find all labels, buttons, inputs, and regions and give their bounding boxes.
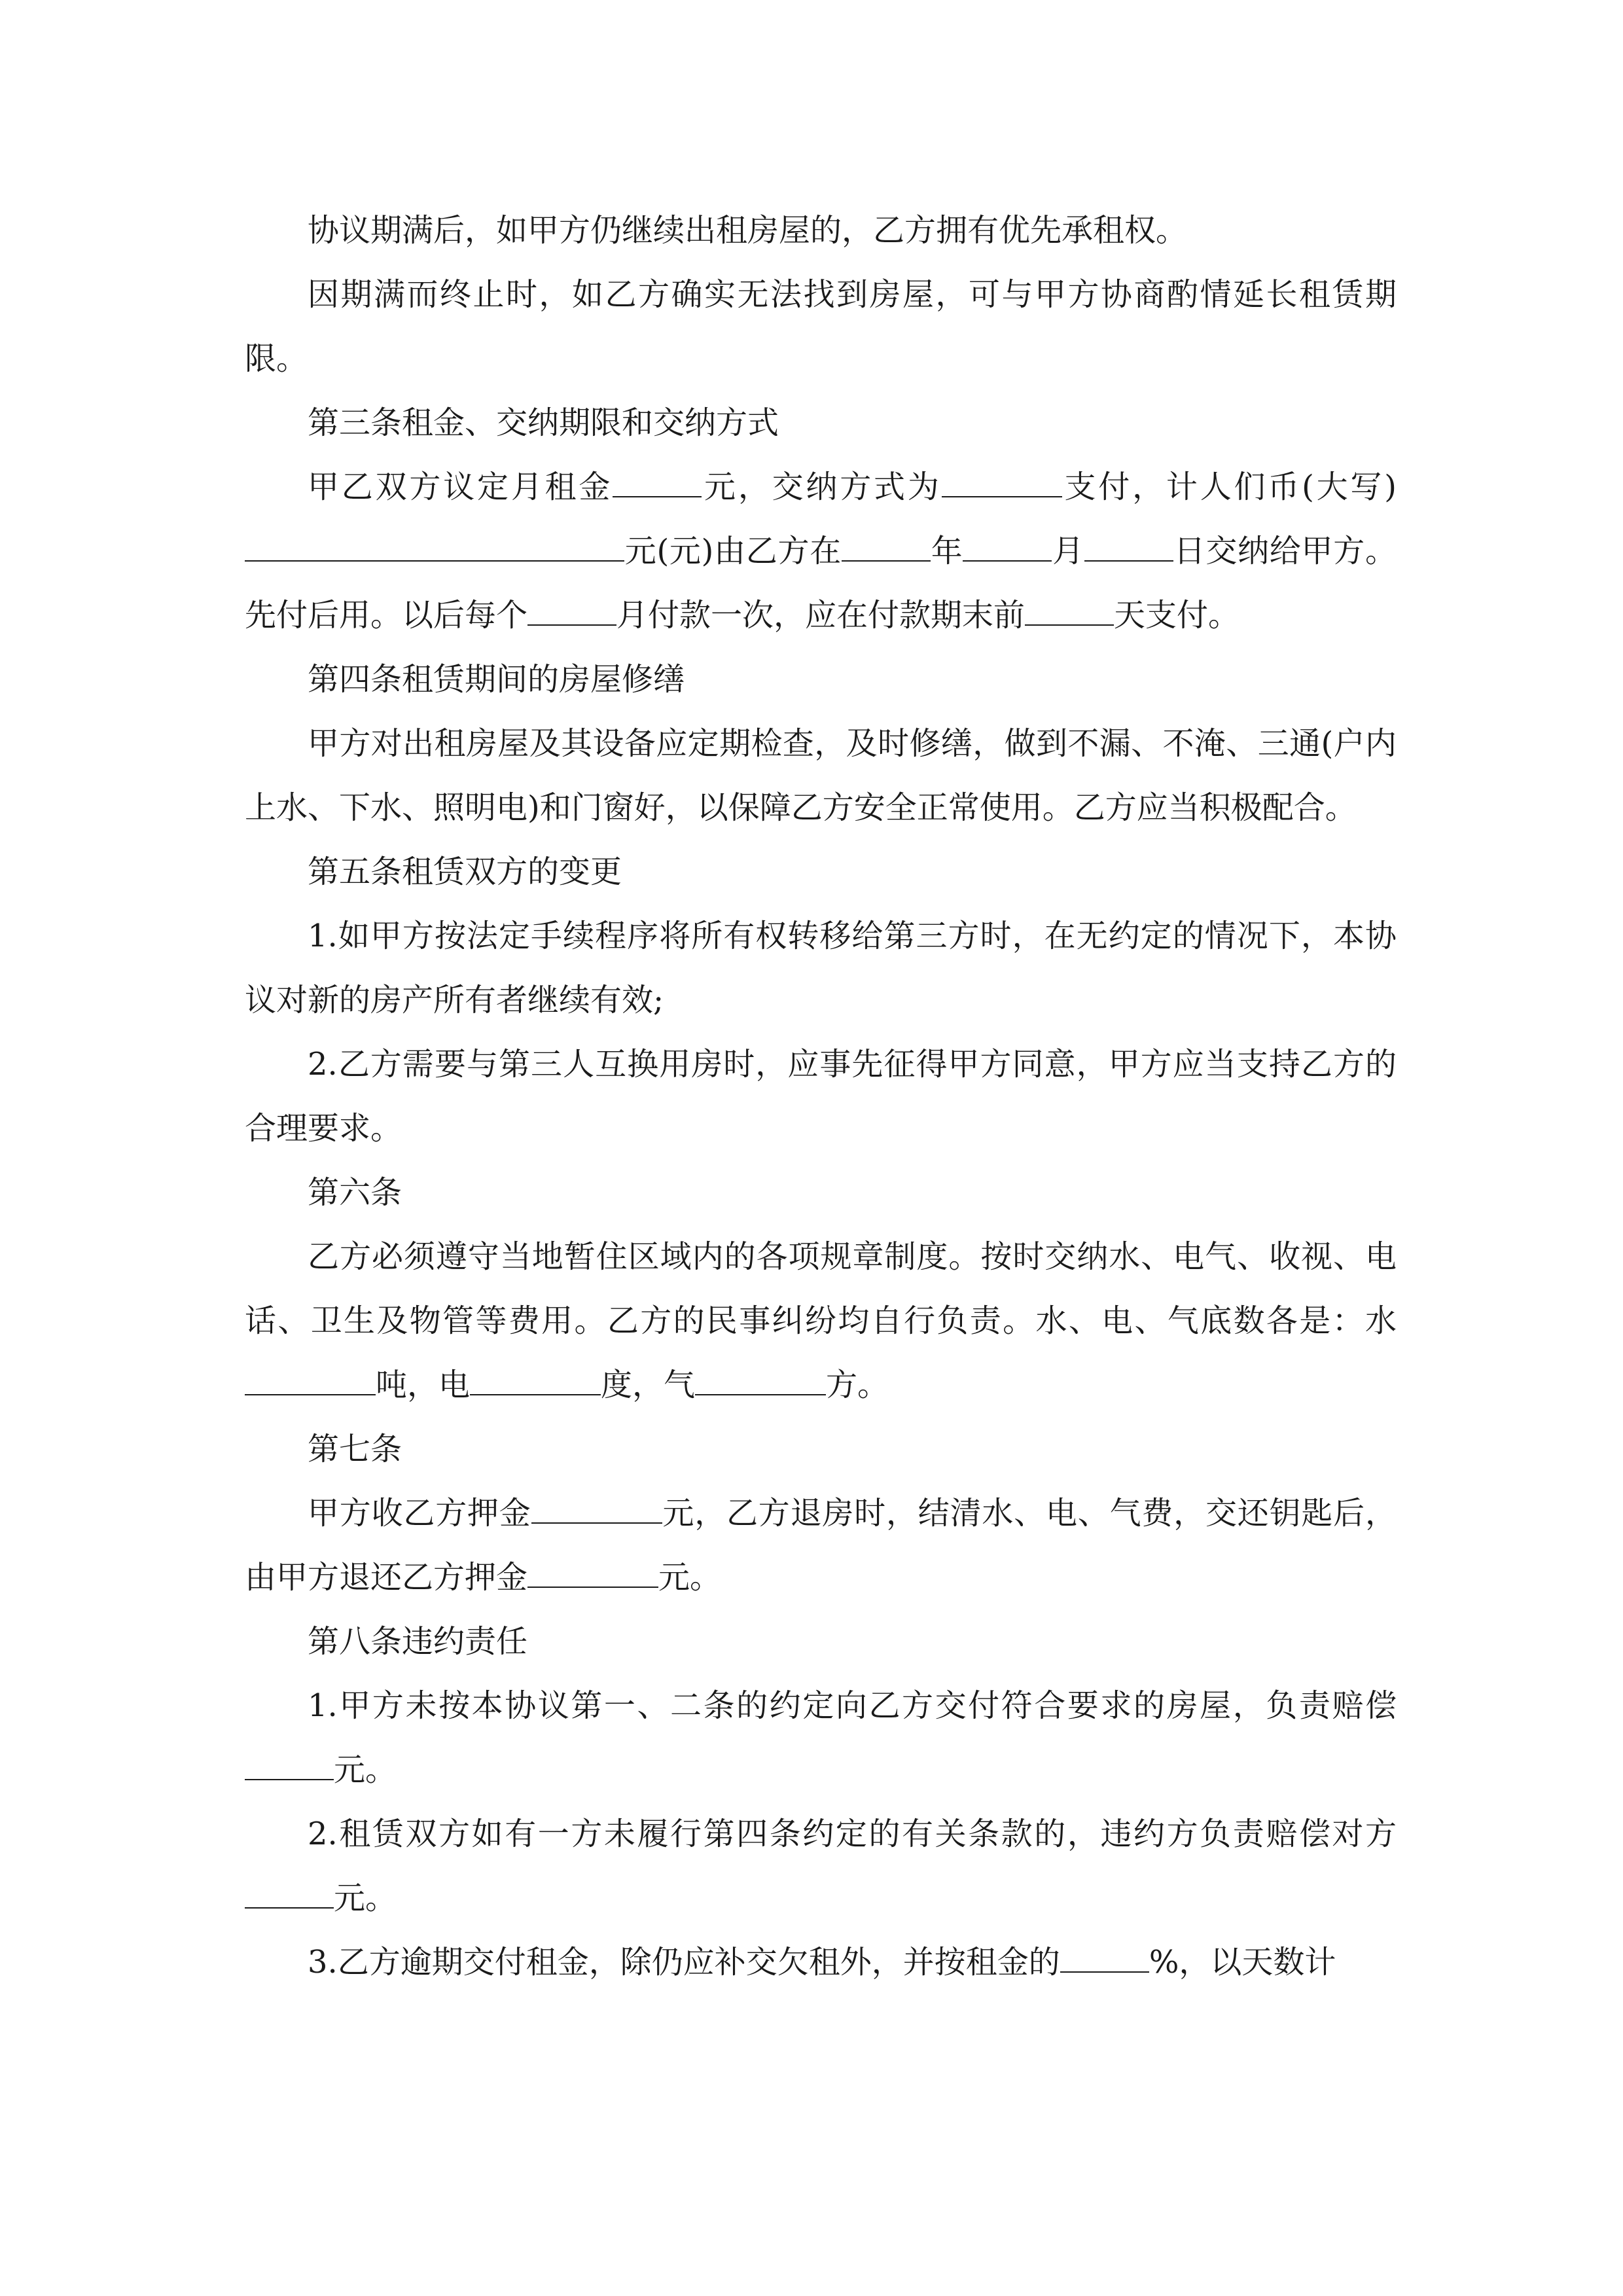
heading-article-3 — [245, 391, 1397, 455]
document-body — [245, 198, 1397, 1994]
text-segment: 年 — [930, 533, 963, 569]
fill-blank-water-reading[interactable] — [245, 1354, 376, 1395]
paragraph-text: 1.如甲方按法定手续程序将所有权转移给第三方时，在无约定的情况下，本协议对新的房产所有者继续有效; — [245, 918, 1397, 1018]
paragraph-repairs — [245, 711, 1397, 840]
fill-blank-year[interactable] — [842, 520, 931, 562]
fill-blank-day[interactable] — [1084, 520, 1173, 562]
fill-blank-penalty-percent[interactable] — [1060, 1931, 1149, 1973]
fill-blank-month[interactable] — [963, 520, 1052, 562]
heading-text: 第六条 — [308, 1174, 402, 1211]
text-segment: 支付，计人们币(大写) — [1061, 469, 1397, 505]
paragraph-breach-3 — [245, 1930, 1397, 1994]
paragraph-rent-payment — [245, 455, 1397, 647]
text-segment: 甲乙双方议定月租金 — [308, 469, 613, 505]
heading-text: 第七条 — [308, 1431, 402, 1467]
paragraph-regulations-utilities — [245, 1225, 1397, 1417]
heading-article-8 — [245, 1609, 1397, 1674]
fill-blank-monthly-rent[interactable] — [613, 456, 702, 497]
text-segment: 吨，电 — [376, 1367, 471, 1403]
paragraph-text: 协议期满后，如甲方仍继续出租房屋的，乙方拥有优先承租权。 — [308, 212, 1188, 249]
text-segment: 乙方必须遵守当地暂住区域内的各项规章制度。按时交纳水、电气、收视、电话、卫生及物管等费用。乙方的民事纠纷均自行负责。水、电、气底数各是：水 — [245, 1238, 1397, 1339]
text-segment: 方。 — [826, 1367, 889, 1403]
fill-blank-days-before[interactable] — [1025, 584, 1114, 626]
paragraph-ownership-transfer — [245, 904, 1397, 1032]
fill-blank-deposit-amount[interactable] — [531, 1482, 662, 1524]
fill-blank-gas-reading[interactable] — [695, 1354, 826, 1395]
text-segment: 元，乙方退房时，结清水、电、气费，交还钥匙后，由甲方退还乙方押金 — [245, 1495, 1397, 1596]
text-segment: 元，交纳方式为 — [702, 469, 942, 505]
heading-article-4 — [245, 647, 1397, 711]
text-segment: 月 — [1052, 533, 1084, 569]
fill-blank-payment-interval[interactable] — [527, 584, 616, 626]
paragraph-breach-2 — [245, 1802, 1397, 1930]
fill-blank-amount-in-words[interactable] — [245, 520, 624, 562]
paragraph-breach-1 — [245, 1674, 1397, 1802]
heading-text: 第三条租金、交纳期限和交纳方式 — [308, 404, 779, 441]
paragraph-deposit — [245, 1481, 1397, 1609]
text-segment: 天支付。 — [1114, 597, 1240, 634]
heading-article-6 — [245, 1160, 1397, 1225]
heading-text: 第五条租赁双方的变更 — [308, 853, 622, 890]
text-segment: 甲方收乙方押金 — [308, 1495, 531, 1532]
text-segment: %，以天数计 — [1149, 1944, 1336, 1981]
heading-text: 第四条租赁期间的房屋修缮 — [308, 661, 685, 698]
fill-blank-payment-method[interactable] — [942, 456, 1062, 497]
paragraph-text: 2.乙方需要与第三人互换用房时，应事先征得甲方同意，甲方应当支持乙方的合理要求。 — [245, 1046, 1397, 1147]
text-segment: 元。 — [658, 1559, 722, 1596]
fill-blank-compensation-1[interactable] — [245, 1738, 334, 1780]
paragraph-lease-renewal-priority — [245, 198, 1397, 262]
text-segment: 3.乙方逾期交付租金，除仍应补交欠租外，并按租金的 — [308, 1944, 1060, 1981]
heading-article-7 — [245, 1417, 1397, 1481]
text-segment: 度，气 — [601, 1367, 696, 1403]
paragraph-room-exchange — [245, 1032, 1397, 1160]
text-segment: 日交纳给甲方。先付后用。以后每个 — [245, 533, 1397, 634]
heading-text: 第八条违约责任 — [308, 1623, 528, 1660]
text-segment: 元。 — [334, 1880, 397, 1916]
fill-blank-electricity-reading[interactable] — [470, 1354, 601, 1395]
paragraph-lease-extension — [245, 262, 1397, 391]
paragraph-text: 因期满而终止时，如乙方确实无法找到房屋，可与甲方协商酌情延长租赁期限。 — [245, 276, 1397, 377]
text-segment: 2.租赁双方如有一方未履行第四条约定的有关条款的，违约方负责赔偿对方 — [308, 1816, 1397, 1852]
fill-blank-compensation-2[interactable] — [245, 1867, 334, 1909]
text-segment: 1.甲方未按本协议第一、二条的约定向乙方交付符合要求的房屋，负责赔偿 — [308, 1687, 1397, 1724]
heading-article-5 — [245, 840, 1397, 904]
paragraph-text: 甲方对出租房屋及其设备应定期检查，及时修缮，做到不漏、不淹、三通(户内上水、下水、照明电)和门窗好，以保障乙方安全正常使用。乙方应当积极配合。 — [245, 725, 1397, 826]
fill-blank-refund-amount[interactable] — [527, 1546, 658, 1588]
text-segment: 元。 — [334, 1751, 397, 1788]
text-segment: 元(元)由乙方在 — [624, 533, 842, 569]
text-segment: 月付款一次，应在付款期末前 — [616, 597, 1026, 634]
